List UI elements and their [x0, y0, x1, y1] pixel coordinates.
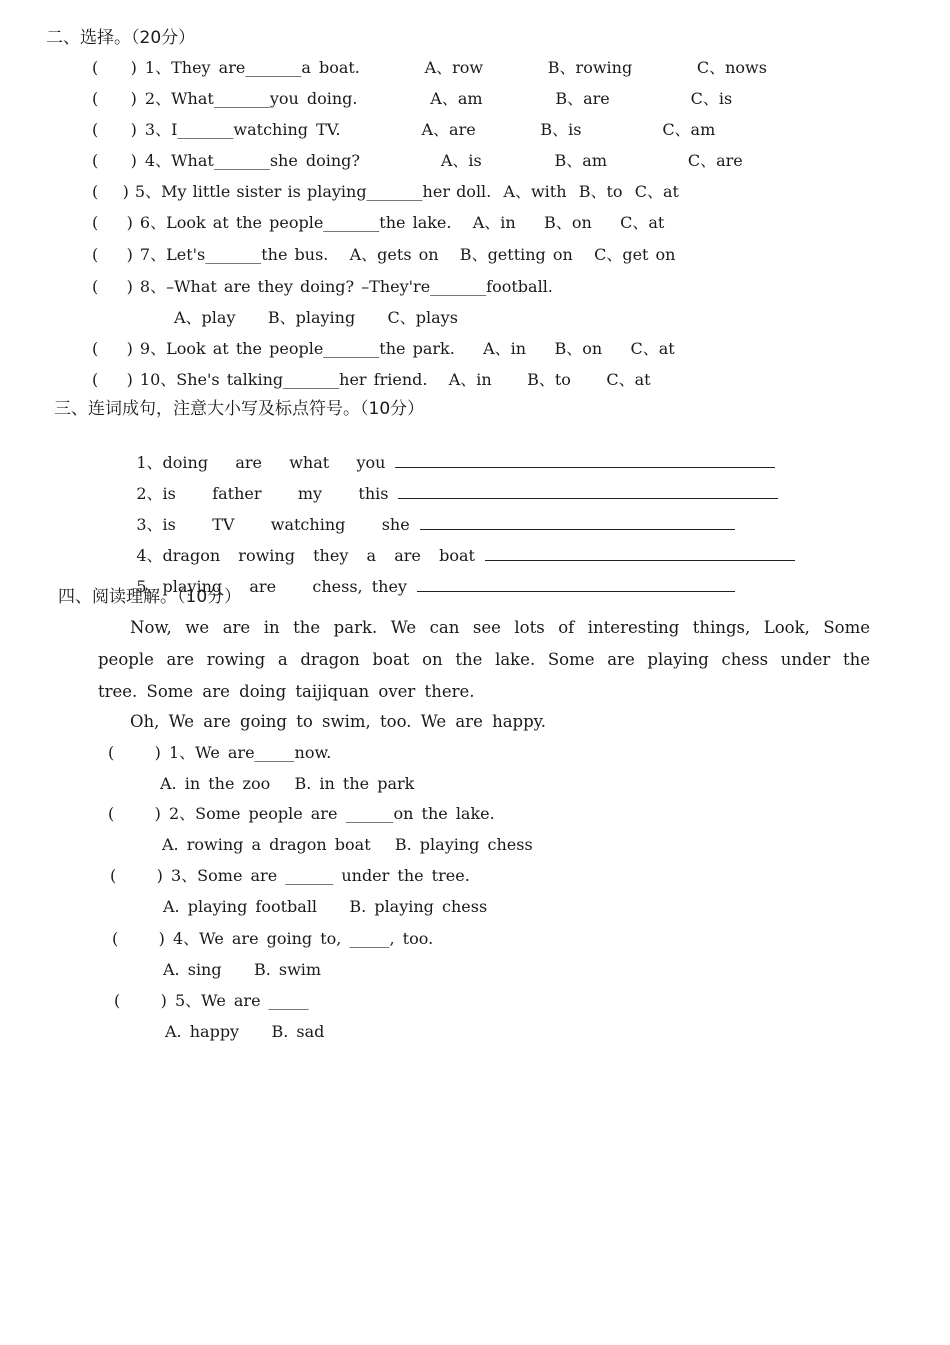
s2-question-3: ( ) 3、I_______watching TV. A、are B、is C、am	[92, 120, 716, 139]
s2-question-2: ( ) 2、What_______you doing. A、am B、are C、is	[92, 89, 733, 108]
s4-question-5-options: A. happy B. sad	[165, 1022, 325, 1041]
section4-heading: 四、阅读理解。（10分）	[58, 587, 242, 607]
s2-question-9: ( ) 9、Look at the people_______the park. A、in B、on C、at	[92, 339, 675, 358]
s3-item-4-words: 4、dragon rowing they a are boat	[136, 546, 475, 565]
s3-answer-line-5[interactable]	[417, 590, 735, 592]
s4-question-1-options: A. in the zoo B. in the park	[160, 774, 415, 793]
s4-question-4: ( ) 4、We are going to, _____, too.	[112, 929, 434, 948]
s4-question-4-options: A. sing B. swim	[163, 960, 322, 979]
section2-heading: 二、选择。（20分）	[46, 28, 196, 48]
s2-question-1: ( ) 1、They are_______a boat. A、row B、rowing C、nows	[92, 58, 767, 77]
reading-passage-paragraph-1	[98, 612, 870, 708]
s3-item-2-words: 2、is father my this	[136, 484, 389, 503]
s4-question-3-options: A. playing football B. playing chess	[163, 897, 488, 916]
s2-question-8-options: A、play B、playing C、plays	[174, 308, 458, 327]
s2-question-5: ( ) 5、My little sister is playing_______her doll. A、with B、to C、at	[92, 182, 679, 201]
s2-question-4: ( ) 4、What_______she doing? A、is B、am C、are	[92, 151, 743, 170]
s4-question-2-options: A. rowing a dragon boat B. playing chess	[162, 835, 533, 854]
s3-item-1-words: 1、doing are what you	[136, 453, 386, 472]
s3-item-3-words: 3、is TV watching she	[136, 515, 410, 534]
section3-heading: 三、连词成句，注意大小写及标点符号。（10分）	[54, 399, 425, 419]
s2-question-7: ( ) 7、Let's_______the bus. A、gets on B、getting on C、get on	[92, 245, 676, 264]
s4-question-3: ( ) 3、Some are ______ under the tree.	[110, 866, 470, 885]
s2-question-6: ( ) 6、Look at the people_______the lake. A、in B、on C、at	[92, 213, 665, 232]
s2-question-8: ( ) 8、–What are they doing? –They're_______football.	[92, 277, 553, 296]
s4-question-2: ( ) 2、Some people are ______on the lake.	[108, 804, 495, 823]
s4-question-5: ( ) 5、We are _____	[114, 991, 309, 1010]
reading-passage-text-2: Oh, We are going to swim, too. We are happy.	[130, 712, 547, 731]
s4-question-1: ( ) 1、We are_____now.	[108, 743, 332, 762]
s3-item-5-words: 5、playing are chess, they	[136, 577, 407, 596]
s2-question-10: ( ) 10、She's talking_______her friend. A、in B、to C、at	[92, 370, 651, 389]
reading-passage-text-1: Now, we are in the park. We can see lots of interesting things, Look, Some people are rowing a dragon boat on the lake. Some are playing chess under the tree. Some are doing taijiquan over there.	[98, 618, 870, 701]
reading-passage-paragraph-2	[98, 706, 870, 738]
